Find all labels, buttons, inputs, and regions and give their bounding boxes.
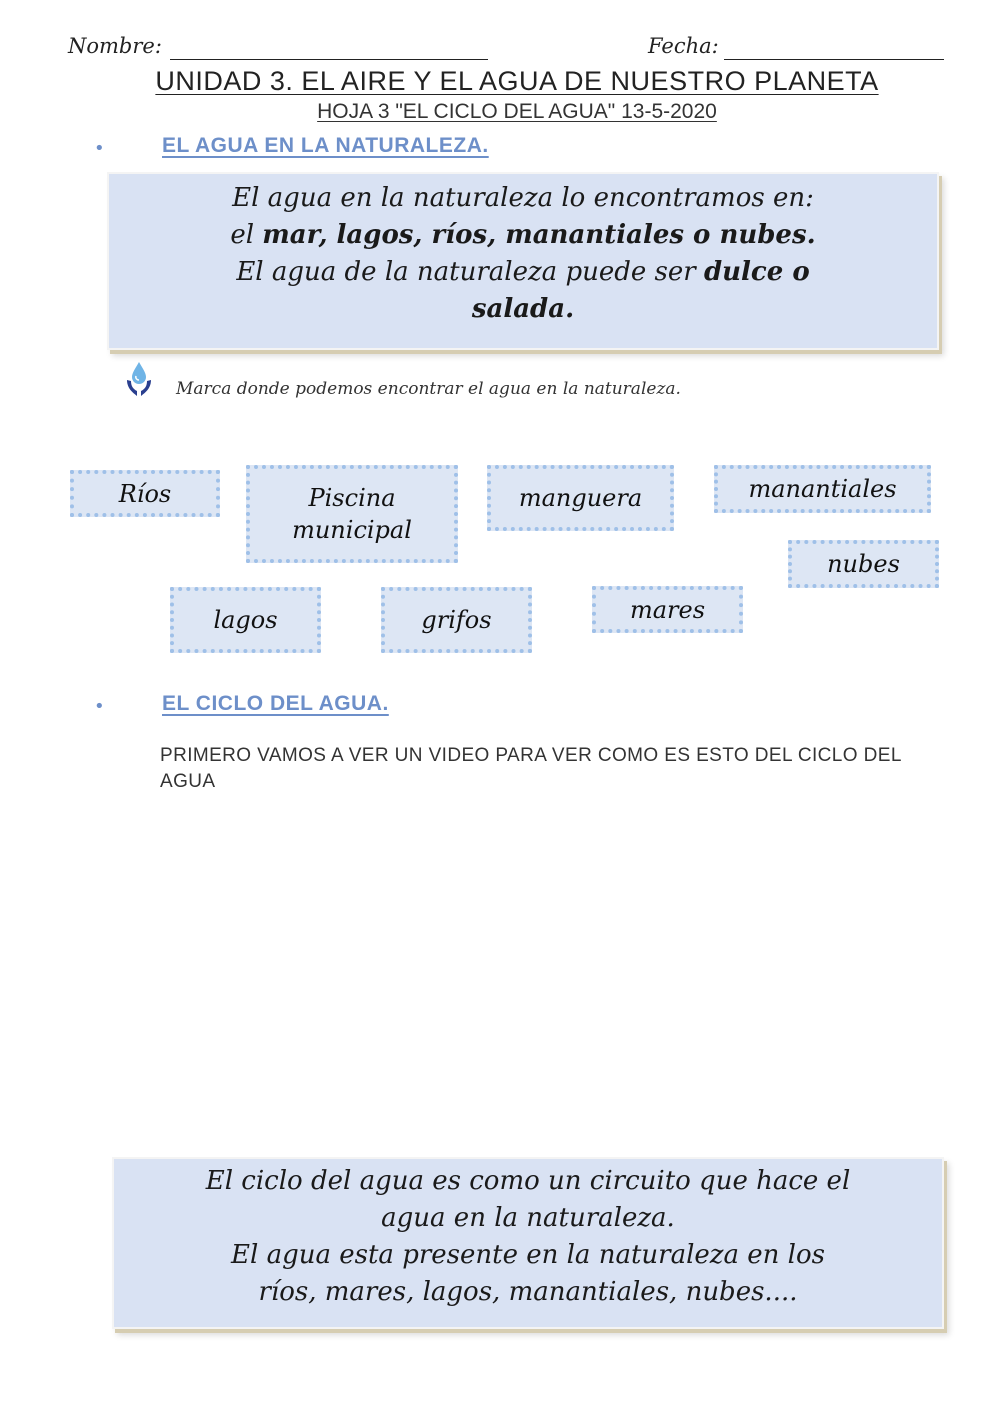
word-card-manguera[interactable]: manguera (487, 465, 674, 531)
info-box-ciclo (112, 1157, 944, 1329)
box-line-4: salada. (471, 294, 575, 324)
box-line-3: El agua de la naturaleza puede ser dulce o (236, 257, 810, 287)
name-field[interactable] (170, 59, 488, 60)
sheet-title: HOJA 3 "EL CICLO DEL AGUA" 13-5-2020 (317, 100, 717, 123)
cycle-box-line-3: El agua esta presente en la naturaleza en los (231, 1240, 825, 1270)
instruction-text: Marca donde podemos encontrar el agua en la naturaleza. (176, 379, 681, 399)
word-card-nubes[interactable]: nubes (788, 540, 939, 588)
video-instruction-text: PRIMERO VAMOS A VER UN VIDEO PARA VER COMO ES ESTO DEL CICLO DEL AGUA (160, 745, 902, 792)
word-card-manantiales[interactable]: manantiales (714, 465, 931, 513)
word-card-lagos[interactable]: lagos (170, 587, 321, 653)
name-label: Nombre: (68, 34, 162, 58)
bullet-icon: • (94, 138, 105, 159)
date-label: Fecha: (648, 34, 719, 58)
bullet-icon: • (94, 696, 105, 717)
word-card-rios[interactable]: Ríos (70, 470, 220, 517)
word-card-mares[interactable]: mares (592, 586, 743, 633)
box-line-1: El agua en la naturaleza lo encontramos en: (232, 183, 814, 213)
date-field[interactable] (724, 59, 944, 60)
water-drop-hands-icon (124, 360, 154, 400)
box-line-2: el mar, lagos, ríos, manantiales o nubes. (230, 220, 816, 250)
section-heading-agua-naturaleza: EL AGUA EN LA NATURALEZA. (162, 134, 489, 157)
info-box-naturaleza (107, 172, 939, 350)
word-card-grifos[interactable]: grifos (381, 587, 532, 653)
section-heading-ciclo-agua: EL CICLO DEL AGUA. (162, 692, 389, 715)
unit-title: UNIDAD 3. EL AIRE Y EL AGUA DE NUESTRO PLANETA (155, 66, 879, 96)
word-card-piscina-municipal[interactable]: Piscina municipal (246, 465, 458, 563)
cycle-box-line-2: agua en la naturaleza. (381, 1203, 675, 1233)
cycle-box-line-1: El ciclo del agua es como un circuito que hace el (205, 1166, 851, 1196)
cycle-box-line-4: ríos, mares, lagos, manantiales, nubes.... (258, 1277, 798, 1307)
